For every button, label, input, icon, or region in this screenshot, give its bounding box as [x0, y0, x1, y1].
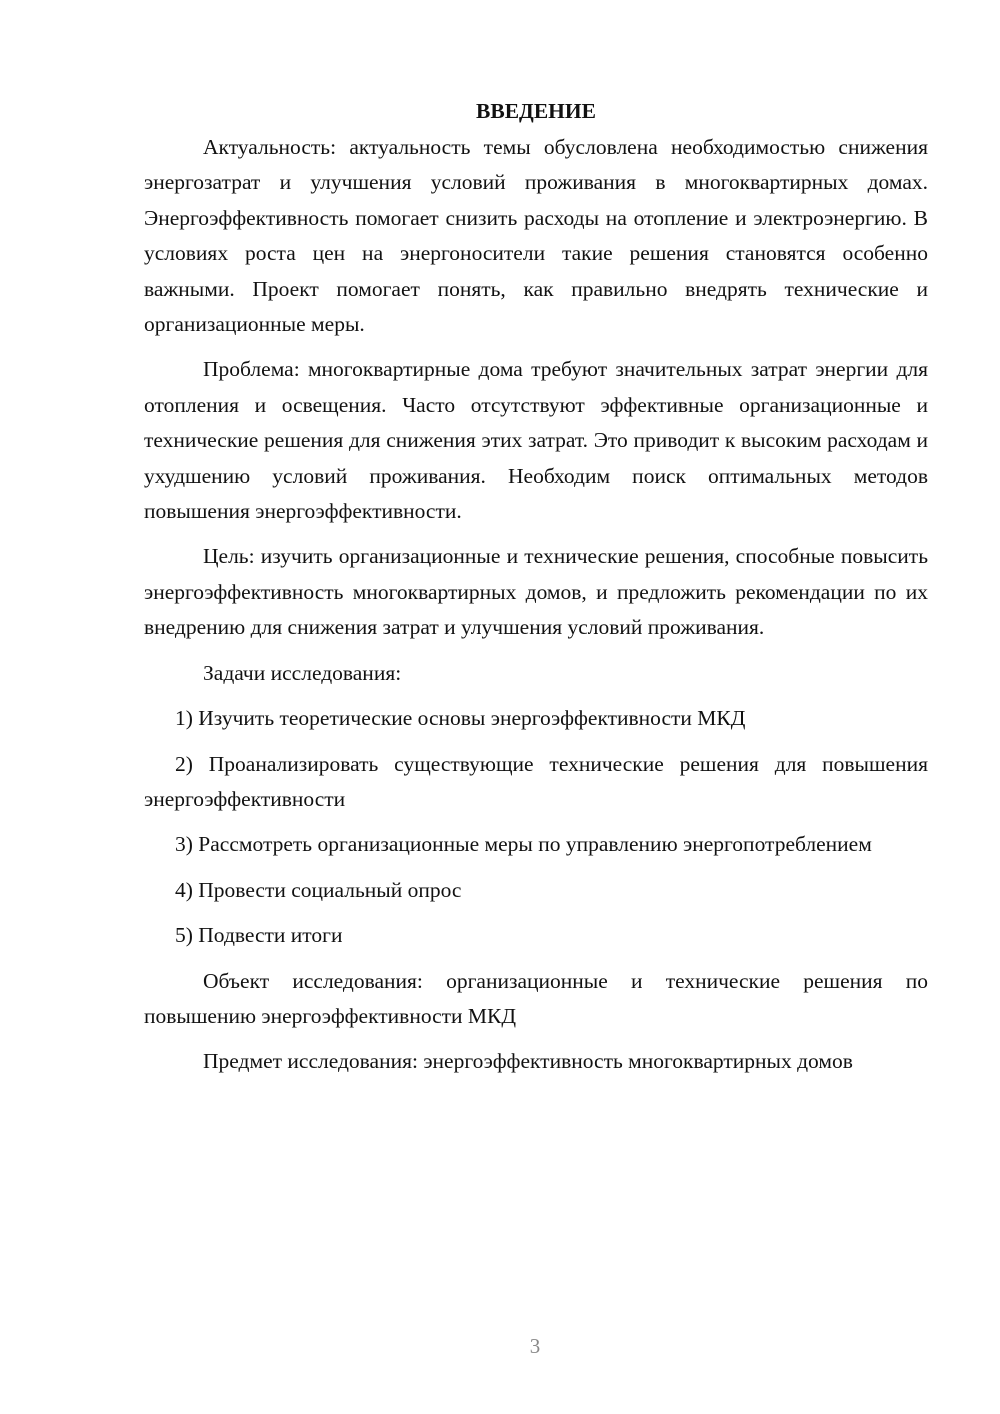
paragraph-object: Объект исследования: организационные и технические решения по повышению энергоэффективности МКД [144, 968, 928, 1028]
paragraph-tasks-heading: Задачи исследования: [203, 660, 402, 685]
task-item-5: 5) Подвести итоги [175, 923, 343, 948]
paragraph-subject: Предмет исследования: энергоэффективность многоквартирных домов [203, 1049, 853, 1074]
section-title: ВВЕДЕНИЕ [476, 99, 596, 123]
page-number: 3 [529, 1334, 541, 1358]
task-item-4: 4) Провести социальный опрос [175, 877, 462, 902]
paragraph-problem: Проблема: многоквартирные дома требуют значительных затрат энергии для отопления и освещения. Часто отсутствуют эффективные организационные и технические решения для снижения этих затрат. Это приводит к высоким расходам и ухудшению условий проживания. Необходим поиск оптимальных методов повышения энергоэффективности. [144, 357, 928, 524]
task-item-3: 3) Рассмотреть организационные меры по управлению энергопотреблением [175, 832, 872, 857]
task-item-2: 2) Проанализировать существующие технические решения для повышения энергоэффективности [144, 751, 928, 811]
paragraph-relevance: Актуальность: актуальность темы обусловлена необходимостью снижения энергозатрат и улучшения условий проживания в многоквартирных домах. Энергоэффективность помогает снизить расходы на отопление и электроэнергию. В условиях роста цен на энергоносители такие решения становятся особенно важными. Проект помогает понять, как правильно внедрять технические и организационные меры. [144, 135, 928, 337]
task-item-1: 1) Изучить теоретические основы энергоэффективности МКД [175, 706, 746, 731]
paragraph-goal: Цель: изучить организационные и технические решения, способные повысить энергоэффективность многоквартирных домов, и предложить рекомендации по их внедрению для снижения затрат и улучшения условий проживания. [144, 544, 928, 640]
document-body [144, 92, 928, 1090]
